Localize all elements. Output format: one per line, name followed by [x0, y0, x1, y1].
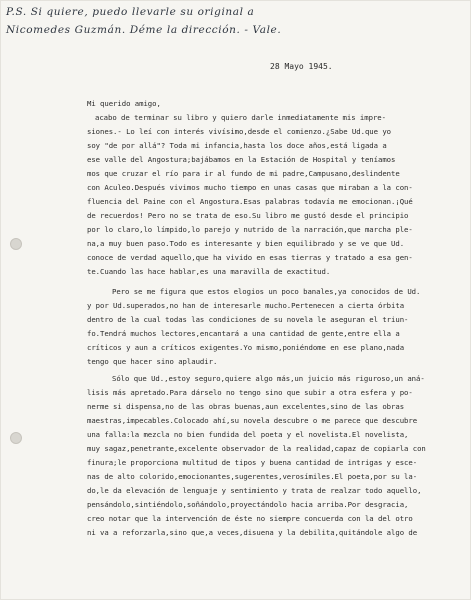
- text-line: maestras,impecables.Colocado ahí,su novela descubre o me parece que descubre: [87, 416, 418, 425]
- text-line: muy sagaz,penetrante,excelente observador de la realidad,capaz de copiarla con: [87, 444, 426, 453]
- text-line: ni va a reforzarla,sino que,a veces,disuena y la debilita,quitándole algo de: [87, 528, 418, 537]
- text-line: pensándolo,sintiéndolo,soñándolo,proyectándolo hacia arriba.Por desgracia,: [87, 500, 409, 509]
- text-line: mos que cruzar el río para ir al fundo de mi padre,Campusano,deslindente: [87, 169, 400, 178]
- text-line: con Aculeo.Después vivimos mucho tiempo en unas casas que miraban a la con-: [87, 183, 413, 192]
- text-line: lisis más apretado.Para dárselo no tengo sino que subir a otra esfera y po-: [87, 388, 413, 397]
- text-line: na,a muy buen paso.Todo es interesante y bien equilibrado y se ve que Ud.: [87, 239, 405, 248]
- text-line: de recuerdos! Pero no se trata de eso.Su libro me gustó desde el principio: [87, 211, 409, 220]
- text-line: fo.Tendrá muchos lectores,encantará a una cantidad de gente,entre ella a: [87, 329, 400, 338]
- text-line: y por Ud.superados,no han de interesarle mucho.Pertenecen a cierta órbita: [87, 301, 405, 310]
- text-line: fluencia del Paine con el Angostura.Esas palabras todavía me emocionan.¡Qué: [87, 197, 413, 206]
- text-line: do,le da elevación de lenguaje y sentimiento y trata de realzar todo aquello,: [87, 486, 422, 495]
- text-line: Sólo que Ud.,estoy seguro,quiere algo más,un juicio más riguroso,un aná-: [112, 374, 425, 383]
- text-line: finura;le proporciona multitud de tipos y buena cantidad de intrigas y esce-: [87, 458, 418, 467]
- text-line: nas de alto colorido,emocionantes,sugerentes,verosímiles.El poeta,por su la-: [87, 472, 418, 481]
- text-line: Pero se me figura que estos elogios un poco banales,ya conocidos de Ud.: [112, 287, 421, 296]
- text-line: siones.- Lo leí con interés vivísimo,desde el comienzo.¿Sabe Ud.que yo: [87, 127, 392, 136]
- salutation: Mi querido amigo,: [87, 99, 161, 108]
- punch-hole: [10, 238, 22, 250]
- handwritten-note-line: Nicomedes Guzmán. Déme la dirección. - Vale.: [6, 24, 282, 36]
- punch-hole: [10, 432, 22, 444]
- text-line: críticos y aun a críticos exigentes.Yo mismo,poniéndome en ese plano,nada: [87, 343, 405, 352]
- text-line: dentro de la cual todas las condiciones de su novela le aseguran el triun-: [87, 315, 409, 324]
- handwritten-note-line: P.S. Si quiere, puedo llevarle su original a: [6, 6, 255, 18]
- text-line: acabo de terminar su libro y quiero darle inmediatamente mis impre-: [95, 113, 386, 122]
- text-line: una falla:la mezcla no bien fundida del poeta y el novelista.El novelista,: [87, 430, 409, 439]
- text-line: conoce de verdad aquello,que ha vivido en esas tierras y tratado a esa gen-: [87, 253, 413, 262]
- text-line: por lo claro,lo límpido,lo parejo y nutrido de la narración,que marcha ple-: [87, 225, 413, 234]
- text-line: te.Cuando las hace hablar,es una maravilla de exactitud.: [87, 267, 331, 276]
- letter-date: 28 Mayo 1945.: [270, 62, 333, 71]
- text-line: ese valle del Angostura;bajábamos en la Estación de Hospital y teníamos: [87, 155, 396, 164]
- text-line: tengo que hacer sino aplaudir.: [87, 357, 218, 366]
- text-line: creo notar que la intervención de éste no siempre concuerda con la del otro: [87, 514, 413, 523]
- text-line: nerme si dispensa,no de las obras buenas,aun excelentes,sino de las obras: [87, 402, 405, 411]
- text-line: soy "de por allá"? Toda mi infancia,hasta los doce años,está ligada a: [87, 141, 387, 150]
